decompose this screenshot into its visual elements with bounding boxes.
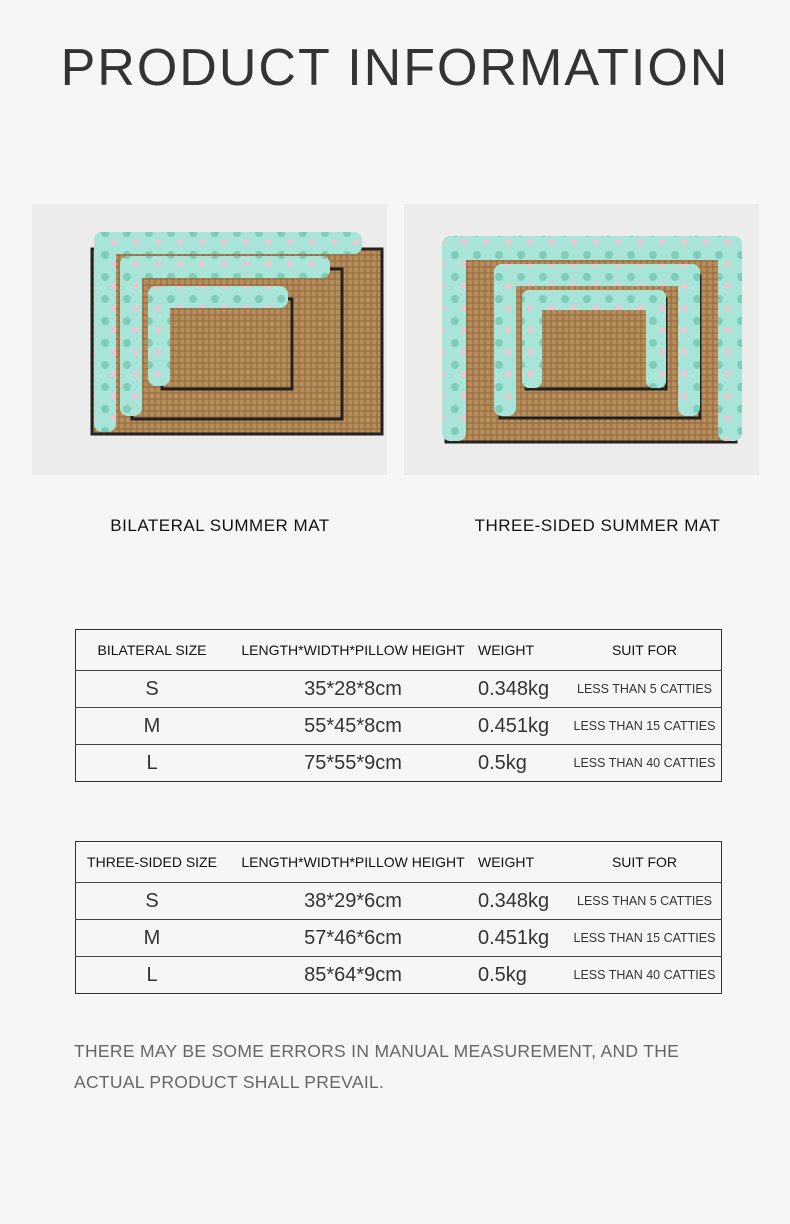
size-cell: M bbox=[76, 708, 229, 745]
header-suit-for: SUIT FOR bbox=[611, 642, 678, 658]
header-dimensions: LENGTH*WIDTH*PILLOW HEIGHT bbox=[241, 642, 465, 658]
table-row bbox=[76, 671, 722, 708]
suit-for-cell: LESS THAN 15 CATTIES bbox=[568, 708, 722, 745]
table-header-row bbox=[76, 842, 722, 883]
header-suit-for: SUIT FOR bbox=[611, 854, 678, 870]
size-cell: L bbox=[76, 745, 229, 782]
table-row bbox=[76, 883, 722, 920]
weight-cell: 0.451kg bbox=[478, 708, 568, 745]
table-header-row bbox=[76, 630, 722, 671]
bilateral-caption: BILATERAL SUMMER MAT bbox=[110, 516, 330, 535]
header-dimensions: LENGTH*WIDTH*PILLOW HEIGHT bbox=[241, 854, 465, 870]
table-row bbox=[76, 920, 722, 957]
three-sided-summer-mat-photo bbox=[404, 204, 759, 475]
size-cell: S bbox=[76, 671, 229, 708]
suit-for-cell: LESS THAN 15 CATTIES bbox=[568, 920, 722, 957]
dimension-cell: 35*28*8cm bbox=[228, 671, 478, 708]
suit-for-cell: LESS THAN 40 CATTIES bbox=[568, 957, 722, 994]
header-weight: WEIGHT bbox=[478, 854, 534, 870]
weight-cell: 0.5kg bbox=[478, 957, 568, 994]
bilateral-summer-mat-photo bbox=[32, 204, 387, 475]
page-title: PRODUCT INFORMATION bbox=[60, 39, 730, 97]
three-sided-caption: THREE-SIDED SUMMER MAT bbox=[474, 516, 721, 535]
dimension-cell: 75*55*9cm bbox=[228, 745, 478, 782]
table-row bbox=[76, 708, 722, 745]
weight-cell: 0.348kg bbox=[478, 671, 568, 708]
suit-for-cell: LESS THAN 5 CATTIES bbox=[568, 671, 722, 708]
dimension-cell: 55*45*8cm bbox=[228, 708, 478, 745]
dimension-cell: 38*29*6cm bbox=[228, 883, 478, 920]
bilateral-size-table bbox=[75, 629, 722, 782]
measurement-disclaimer: THERE MAY BE SOME ERRORS IN MANUAL MEASUREMENT, AND THE ACTUAL PRODUCT SHALL PREVAIL. bbox=[74, 1041, 680, 1092]
table-row bbox=[76, 957, 722, 994]
dimension-cell: 57*46*6cm bbox=[228, 920, 478, 957]
size-cell: M bbox=[76, 920, 229, 957]
header-size: THREE-SIDED SIZE bbox=[87, 854, 217, 870]
weight-cell: 0.348kg bbox=[478, 883, 568, 920]
suit-for-cell: LESS THAN 5 CATTIES bbox=[568, 883, 722, 920]
three-sided-size-table bbox=[75, 841, 722, 994]
weight-cell: 0.451kg bbox=[478, 920, 568, 957]
size-cell: L bbox=[76, 957, 229, 994]
dimension-cell: 85*64*9cm bbox=[228, 957, 478, 994]
suit-for-cell: LESS THAN 40 CATTIES bbox=[568, 745, 722, 782]
header-size: BILATERAL SIZE bbox=[97, 642, 207, 658]
size-cell: S bbox=[76, 883, 229, 920]
header-weight: WEIGHT bbox=[478, 642, 534, 658]
weight-cell: 0.5kg bbox=[478, 745, 568, 782]
table-row bbox=[76, 745, 722, 782]
